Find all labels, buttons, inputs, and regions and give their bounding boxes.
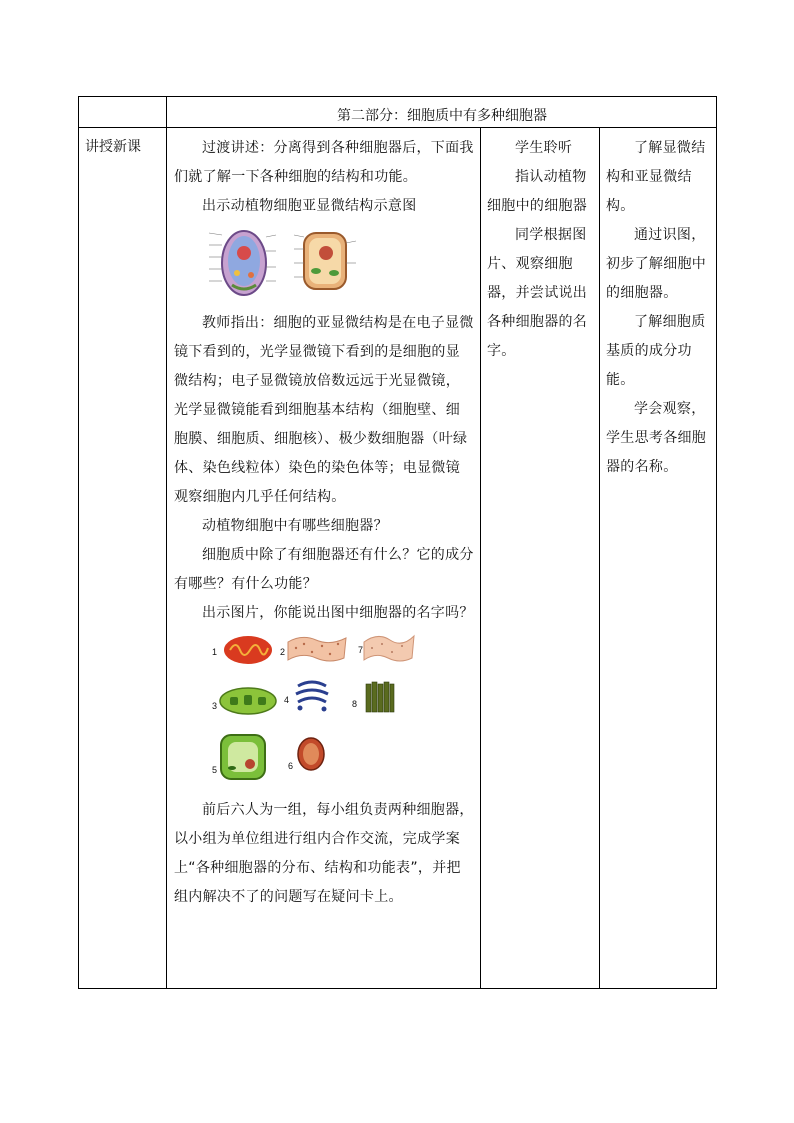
goal-paragraph: 了解显微结构和亚显微结构。 (606, 140, 706, 214)
centriole-image (362, 678, 398, 718)
figure-number: 6 (288, 761, 294, 771)
organelle-figure (174, 630, 474, 790)
header-row (79, 97, 717, 128)
teacher-paragraph: 细胞质中除了有细胞器还有什么？它的成分有哪些？有什么功能？ (174, 547, 474, 592)
golgi-apparatus-image (292, 676, 332, 716)
stage-label: 讲授新课 (79, 128, 167, 989)
figure-number: 1 (212, 647, 218, 657)
teacher-paragraph: 动植物细胞中有哪些细胞器？ (202, 518, 388, 534)
plant-cell-image (218, 732, 268, 782)
design-intent-cell (600, 128, 717, 989)
cell-diagram-image (204, 223, 364, 305)
content-row (79, 128, 717, 989)
section-title: 第二部分：细胞质中有多种细胞器 (167, 97, 717, 128)
teacher-paragraph: 出示图片，你能说出图中细胞器的名字吗？ (202, 605, 474, 621)
header-empty-cell (79, 97, 167, 128)
mitochondrion-image (222, 632, 274, 668)
figure-number: 4 (284, 695, 290, 705)
teacher-paragraph: 过渡讲述：分离得到各种细胞器后，下面我们就了解一下各种细胞的结构和功能。 (174, 140, 474, 185)
smooth-er-image (360, 630, 416, 666)
goal-paragraph: 通过识图，初步了解细胞中的细胞器。 (606, 227, 707, 301)
teacher-activity-cell (167, 128, 481, 989)
goal-paragraph: 了解细胞质基质的成分功能。 (606, 314, 706, 388)
student-paragraph: 指认动植物细胞中的细胞器 (487, 169, 588, 214)
figure-number: 5 (212, 765, 218, 775)
rough-er-image (286, 632, 348, 666)
teacher-paragraph: 出示动植物细胞亚显微结构示意图 (202, 198, 417, 214)
figure-number: 3 (212, 701, 218, 711)
cell-ultrastructure-diagram (174, 223, 474, 305)
nucleus-image (296, 736, 326, 772)
student-paragraph: 学生聆听 (515, 140, 573, 156)
teacher-paragraph: 教师指出：细胞的亚显微结构是在电子显微镜下看到的，光学显微镜下看到的是细胞的显微结构；电子显微镜放倍数远远于光显微镜，光学显微镜能看到细胞基本结构（细胞壁、细胞膜、细胞质、细胞核）、极少数细胞器（叶绿体、染色线粒体）染色的染色体等；电显微镜观察细胞内几乎任何结构。 (174, 315, 474, 505)
student-paragraph: 同学根据图片、观察细胞器，并尝试说出各种细胞器的名字。 (487, 227, 588, 359)
figure-number: 2 (280, 647, 286, 657)
student-activity-cell (481, 128, 600, 989)
figure-number: 8 (352, 699, 358, 709)
chloroplast-image (218, 684, 278, 718)
goal-paragraph: 学会观察，学生思考各细胞器的名称。 (606, 401, 707, 475)
lesson-plan-table (78, 96, 717, 989)
figure-number: 7 (358, 645, 364, 655)
teacher-paragraph: 前后六人为一组，每小组负责两种细胞器，以小组为单位组进行组内合作交流，完成学案上“各种细胞器的分布、结构和功能表”，并把组内解决不了的问题写在疑问卡上。 (174, 802, 474, 905)
